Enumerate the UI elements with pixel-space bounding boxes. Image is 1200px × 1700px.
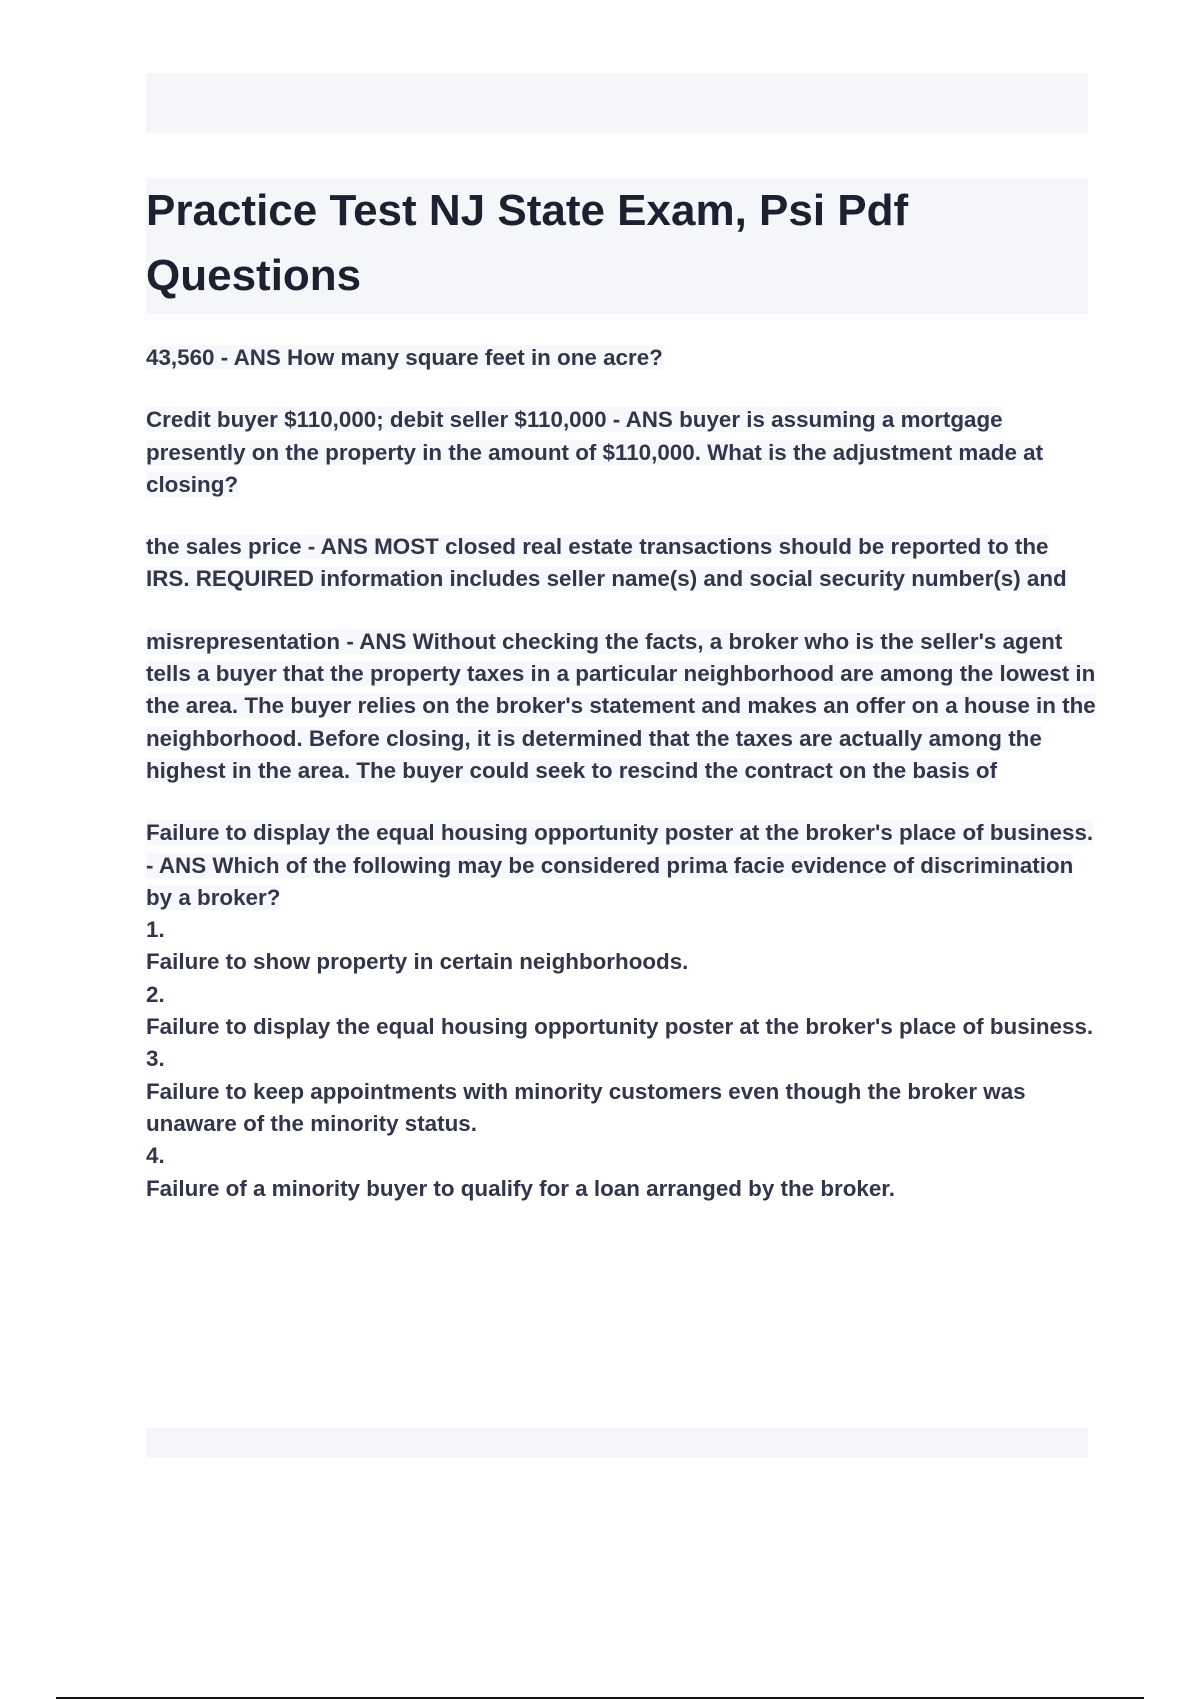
title-block [146,178,1088,314]
option-text: Failure to display the equal housing opportunity poster at the broker's place of business. [146,1014,1094,1040]
option-text: Failure to keep appointments with minority customers even though the broker was unaware of the minority status. [146,1078,1026,1136]
qa-question: ANS How many square feet in one acre? [233,345,663,370]
page-title: Practice Test NJ State Exam, Psi Pdf Questions [146,186,909,300]
document-content [146,342,1096,1205]
qa-item [146,342,1096,374]
header-band [146,73,1088,133]
option-number: 1. [146,917,165,943]
qa-question: ANS Without checking the facts, a broker who is the seller's agent tells a buyer that the property taxes in a particular neighborhood are among the lowest in the area. The buyer relies on the broker's statement and makes an offer on a house in the neighborhood. Before closing, it is determined that the taxes are actually among the highest in the area. The buyer could seek to rescind the contract on the basis of [146,628,1096,783]
footer-band [146,1428,1088,1458]
option-text: Failure of a minority buyer to qualify for a loan arranged by the broker. [146,1175,895,1201]
option-number: 3. [146,1046,165,1072]
qa-question: ANS Which of the following may be considered prima facie evidence of discrimination by a broker? [146,852,1074,910]
qa-item [146,404,1096,501]
option-text: Failure to show property in certain neighborhoods. [146,949,689,975]
qa-item [146,531,1096,596]
qa-answer: the sales price - [146,534,321,560]
qa-item [146,817,1096,1205]
option-number: 4. [146,1143,165,1169]
qa-question: ANS MOST closed real estate transactions should be reported to the IRS. REQUIRED information includes seller name(s) and social security number(s) and [146,534,1067,592]
page-divider [56,1697,1144,1699]
qa-answer: 43,560 - [146,345,234,370]
qa-question: ANS buyer is assuming a mortgage presently on the property in the amount of $110,000. What is the adjustment made at closing? [146,407,1044,497]
qa-item [146,626,1096,787]
qa-answer: misrepresentation - [146,628,360,654]
qa-answer: Credit buyer $110,000; debit seller $110,000 - [146,407,626,433]
option-number: 2. [146,981,165,1007]
qa-answer: Failure to display the equal housing opportunity poster at the broker's place of business. - [146,820,1094,878]
